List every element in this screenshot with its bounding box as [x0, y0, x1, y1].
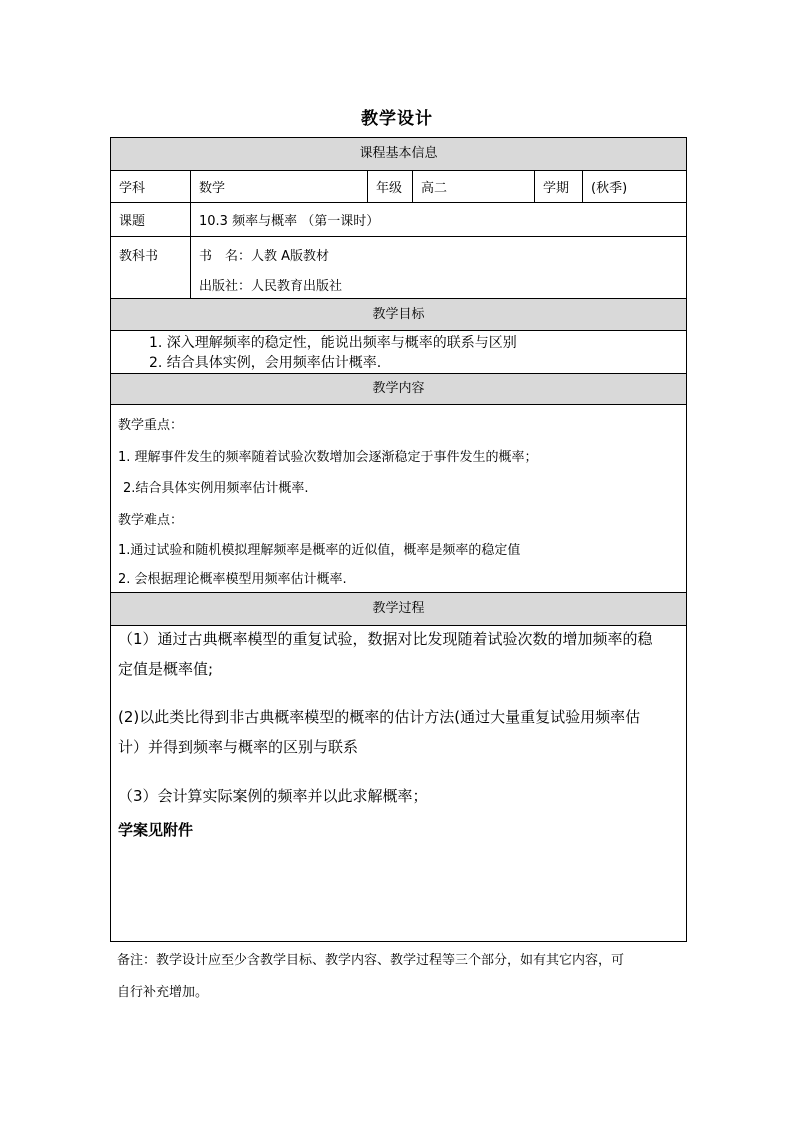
topic-value: 10.3 频率与概率 （第一课时） [199, 214, 380, 229]
topic-label: 课题 [111, 203, 191, 236]
grade-value: 高二 [413, 171, 535, 202]
goal-item: 1. 深入理解频率的稳定性，能说出频率与概率的联系与区别 [149, 335, 517, 351]
process-paragraph-3: （3）会计算实际案例的频率并以此求解概率； [118, 787, 428, 805]
difficult-point-item: 1.通过试验和随机模拟理解频率是概率的近似值，概率是频率的稳定值 [118, 543, 521, 558]
content-body [111, 405, 686, 593]
process-paragraph-2-cont: 计）并得到频率与概率的区别与联系 [118, 738, 359, 756]
difficult-points-label: 教学难点： [118, 513, 184, 528]
grade-label: 年级 [368, 171, 413, 202]
document-title: 教学设计 [361, 109, 433, 129]
difficult-point-item: 2. 会根据理论概率模型用频率估计概率. [118, 572, 347, 587]
key-point-item: 1. 理解事件发生的频率随着试验次数增加会逐渐稳定于事件发生的概率； [118, 450, 538, 465]
publisher: 出版社：人民教育出版社 [199, 279, 343, 294]
textbook-label: 教科书 [111, 237, 191, 298]
process-paragraph-1: （1）通过古典概率模型的重复试验，数据对比发现随着试验次数的增加频率的稳 [118, 630, 653, 648]
lesson-plan-table [110, 137, 687, 942]
term-label: 学期 [535, 171, 583, 202]
key-point-item: 2.结合具体实例用频率估计概率. [123, 481, 309, 496]
subject-label: 学科 [111, 171, 191, 202]
textbook-row [111, 237, 686, 299]
process-paragraph-1-cont: 定值是概率值; [118, 660, 214, 678]
goals-content [111, 331, 686, 374]
goal-item: 2. 结合具体实例，会用频率估计概率. [149, 355, 382, 371]
basic-info-header: 课程基本信息 [111, 138, 686, 171]
process-header: 教学过程 [111, 593, 686, 626]
footnote-line-2: 自行补充增加。 [117, 985, 209, 1000]
key-points-label: 教学重点： [118, 418, 184, 433]
topic-row [111, 203, 686, 237]
process-body [111, 626, 686, 941]
process-paragraph-2: (2)以此类比得到非古典概率模型的概率的估计方法(通过大量重复试验用频率估 [118, 708, 641, 726]
term-value: (秋季) [591, 181, 628, 196]
content-header: 教学内容 [111, 374, 686, 405]
attachment-note: 学案见附件 [118, 821, 194, 839]
footnote-line-1: 备注：教学设计应至少含教学目标、教学内容、教学过程等三个部分，如有其它内容，可 [117, 953, 625, 968]
subject-row [111, 171, 686, 203]
subject-value: 数学 [191, 171, 368, 202]
goals-header: 教学目标 [111, 299, 686, 331]
book-name: 书 名：人教 A版教材 [199, 249, 330, 264]
